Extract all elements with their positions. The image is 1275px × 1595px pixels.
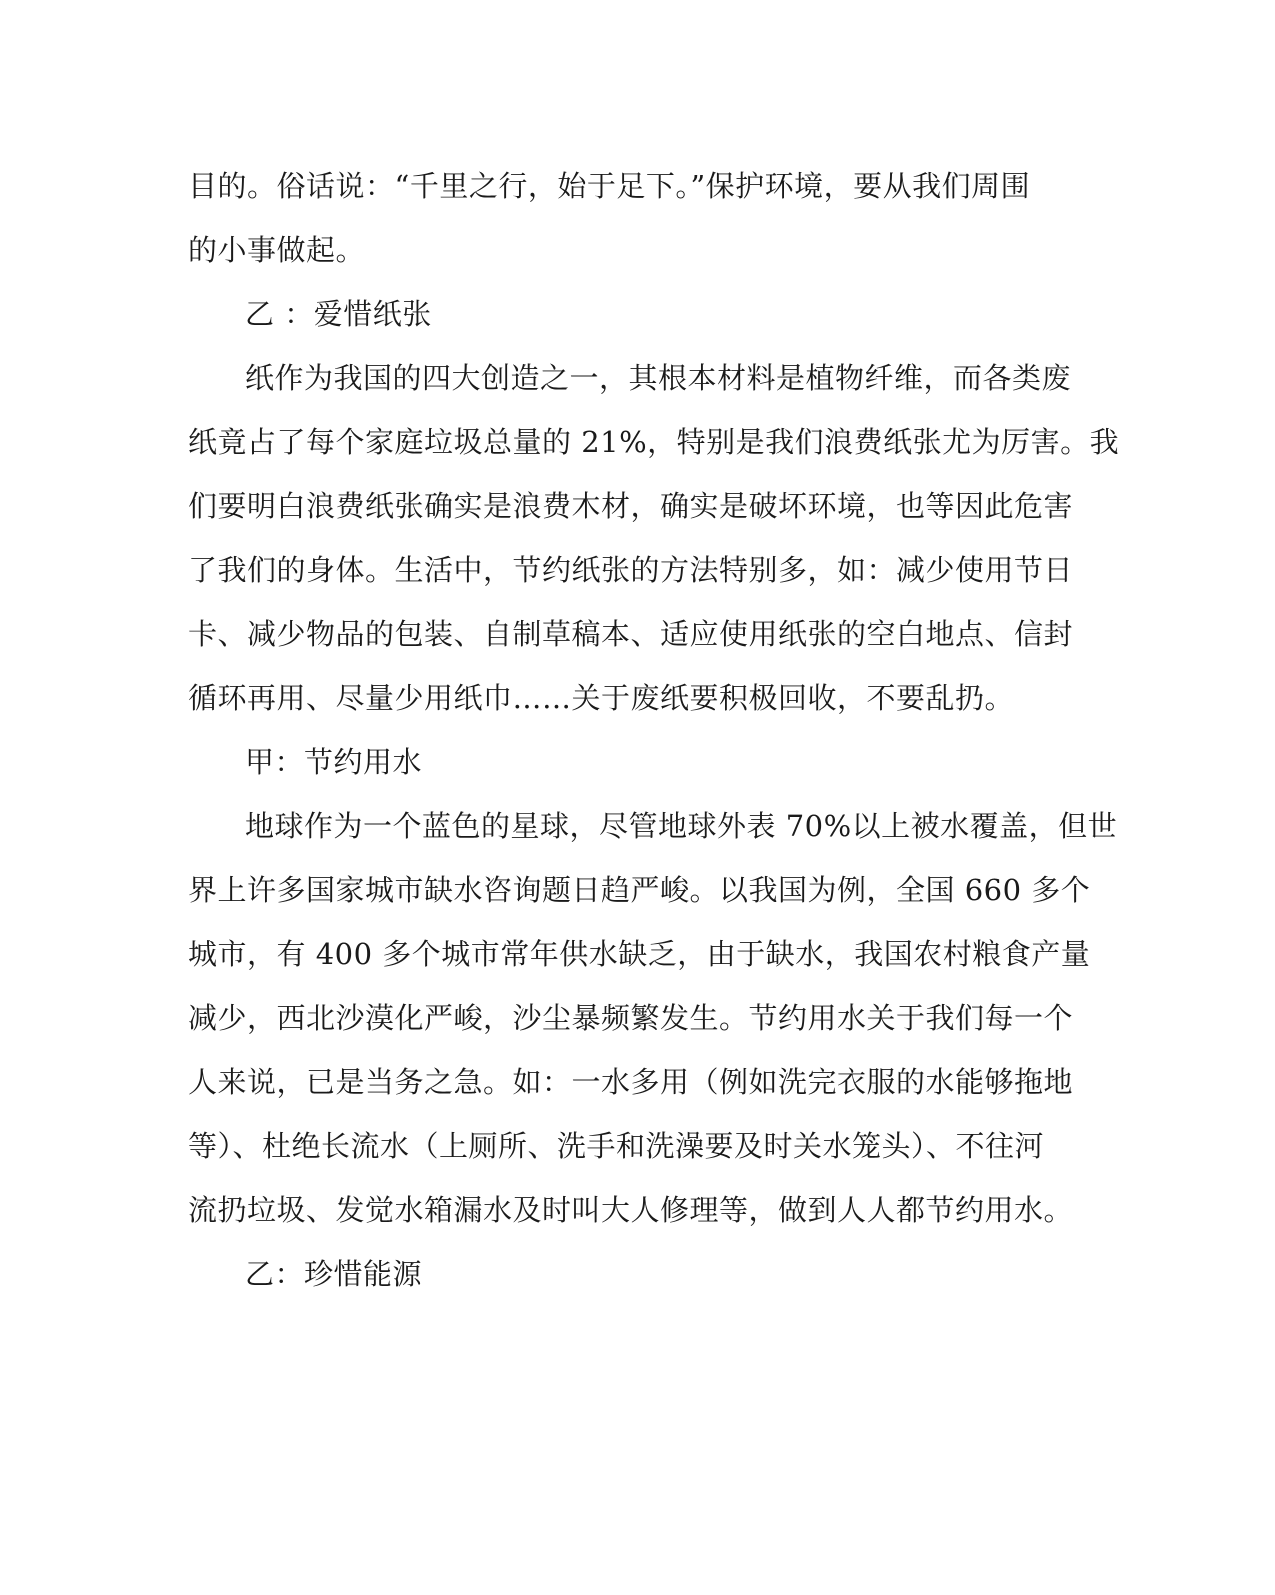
section-heading: 甲：节约用水 — [245, 745, 423, 779]
text-line: 地球作为一个蓝色的星球，尽管地球外表 70%以上被水覆盖，但世 — [245, 809, 1118, 843]
section-heading: 乙 ：爱惜纸张 — [245, 297, 432, 331]
text-line: 卡、减少物品的包装、自制草稿本、适应使用纸张的空白地点、信封 — [188, 617, 1074, 651]
text-line: 的小事做起。 — [188, 233, 366, 267]
text-line: 们要明白浪费纸张确实是浪费木材，确实是破坏环境，也等因此危害 — [188, 489, 1074, 523]
text-line: 界上许多国家城市缺水咨询题日趋严峻。以我国为例，全国 660 多个 — [188, 873, 1091, 907]
text-line: 纸作为我国的四大创造之一，其根本材料是植物纤维，而各类废 — [245, 361, 1072, 395]
text-line: 等）、杜绝长流水（上厕所、洗手和洗澡要及时关水笼头）、不往河 — [188, 1129, 1045, 1163]
text-line: 流扔垃圾、发觉水箱漏水及时叫大人修理等，做到人人都节约用水。 — [188, 1193, 1074, 1227]
section-heading: 乙：珍惜能源 — [245, 1257, 423, 1291]
text-line: 了我们的身体。生活中，节约纸张的方法特别多，如：减少使用节日 — [188, 553, 1074, 587]
text-line: 循环再用、尽量少用纸巾……关于废纸要积极回收，不要乱扔。 — [188, 681, 1015, 715]
text-line: 纸竟占了每个家庭垃圾总量的 21%，特别是我们浪费纸张尤为厉害。我 — [188, 425, 1120, 459]
text-line: 目的。俗话说：“千里之行，始于足下。”保护环境，要从我们周围 — [188, 169, 1031, 203]
text-line: 人来说，已是当务之急。如：一水多用（例如洗完衣服的水能够拖地 — [188, 1065, 1074, 1099]
text-line: 城市，有 400 多个城市常年供水缺乏，由于缺水，我国农村粮食产量 — [188, 937, 1091, 971]
text-line: 减少，西北沙漠化严峻，沙尘暴频繁发生。节约用水关于我们每一个 — [188, 1001, 1074, 1035]
